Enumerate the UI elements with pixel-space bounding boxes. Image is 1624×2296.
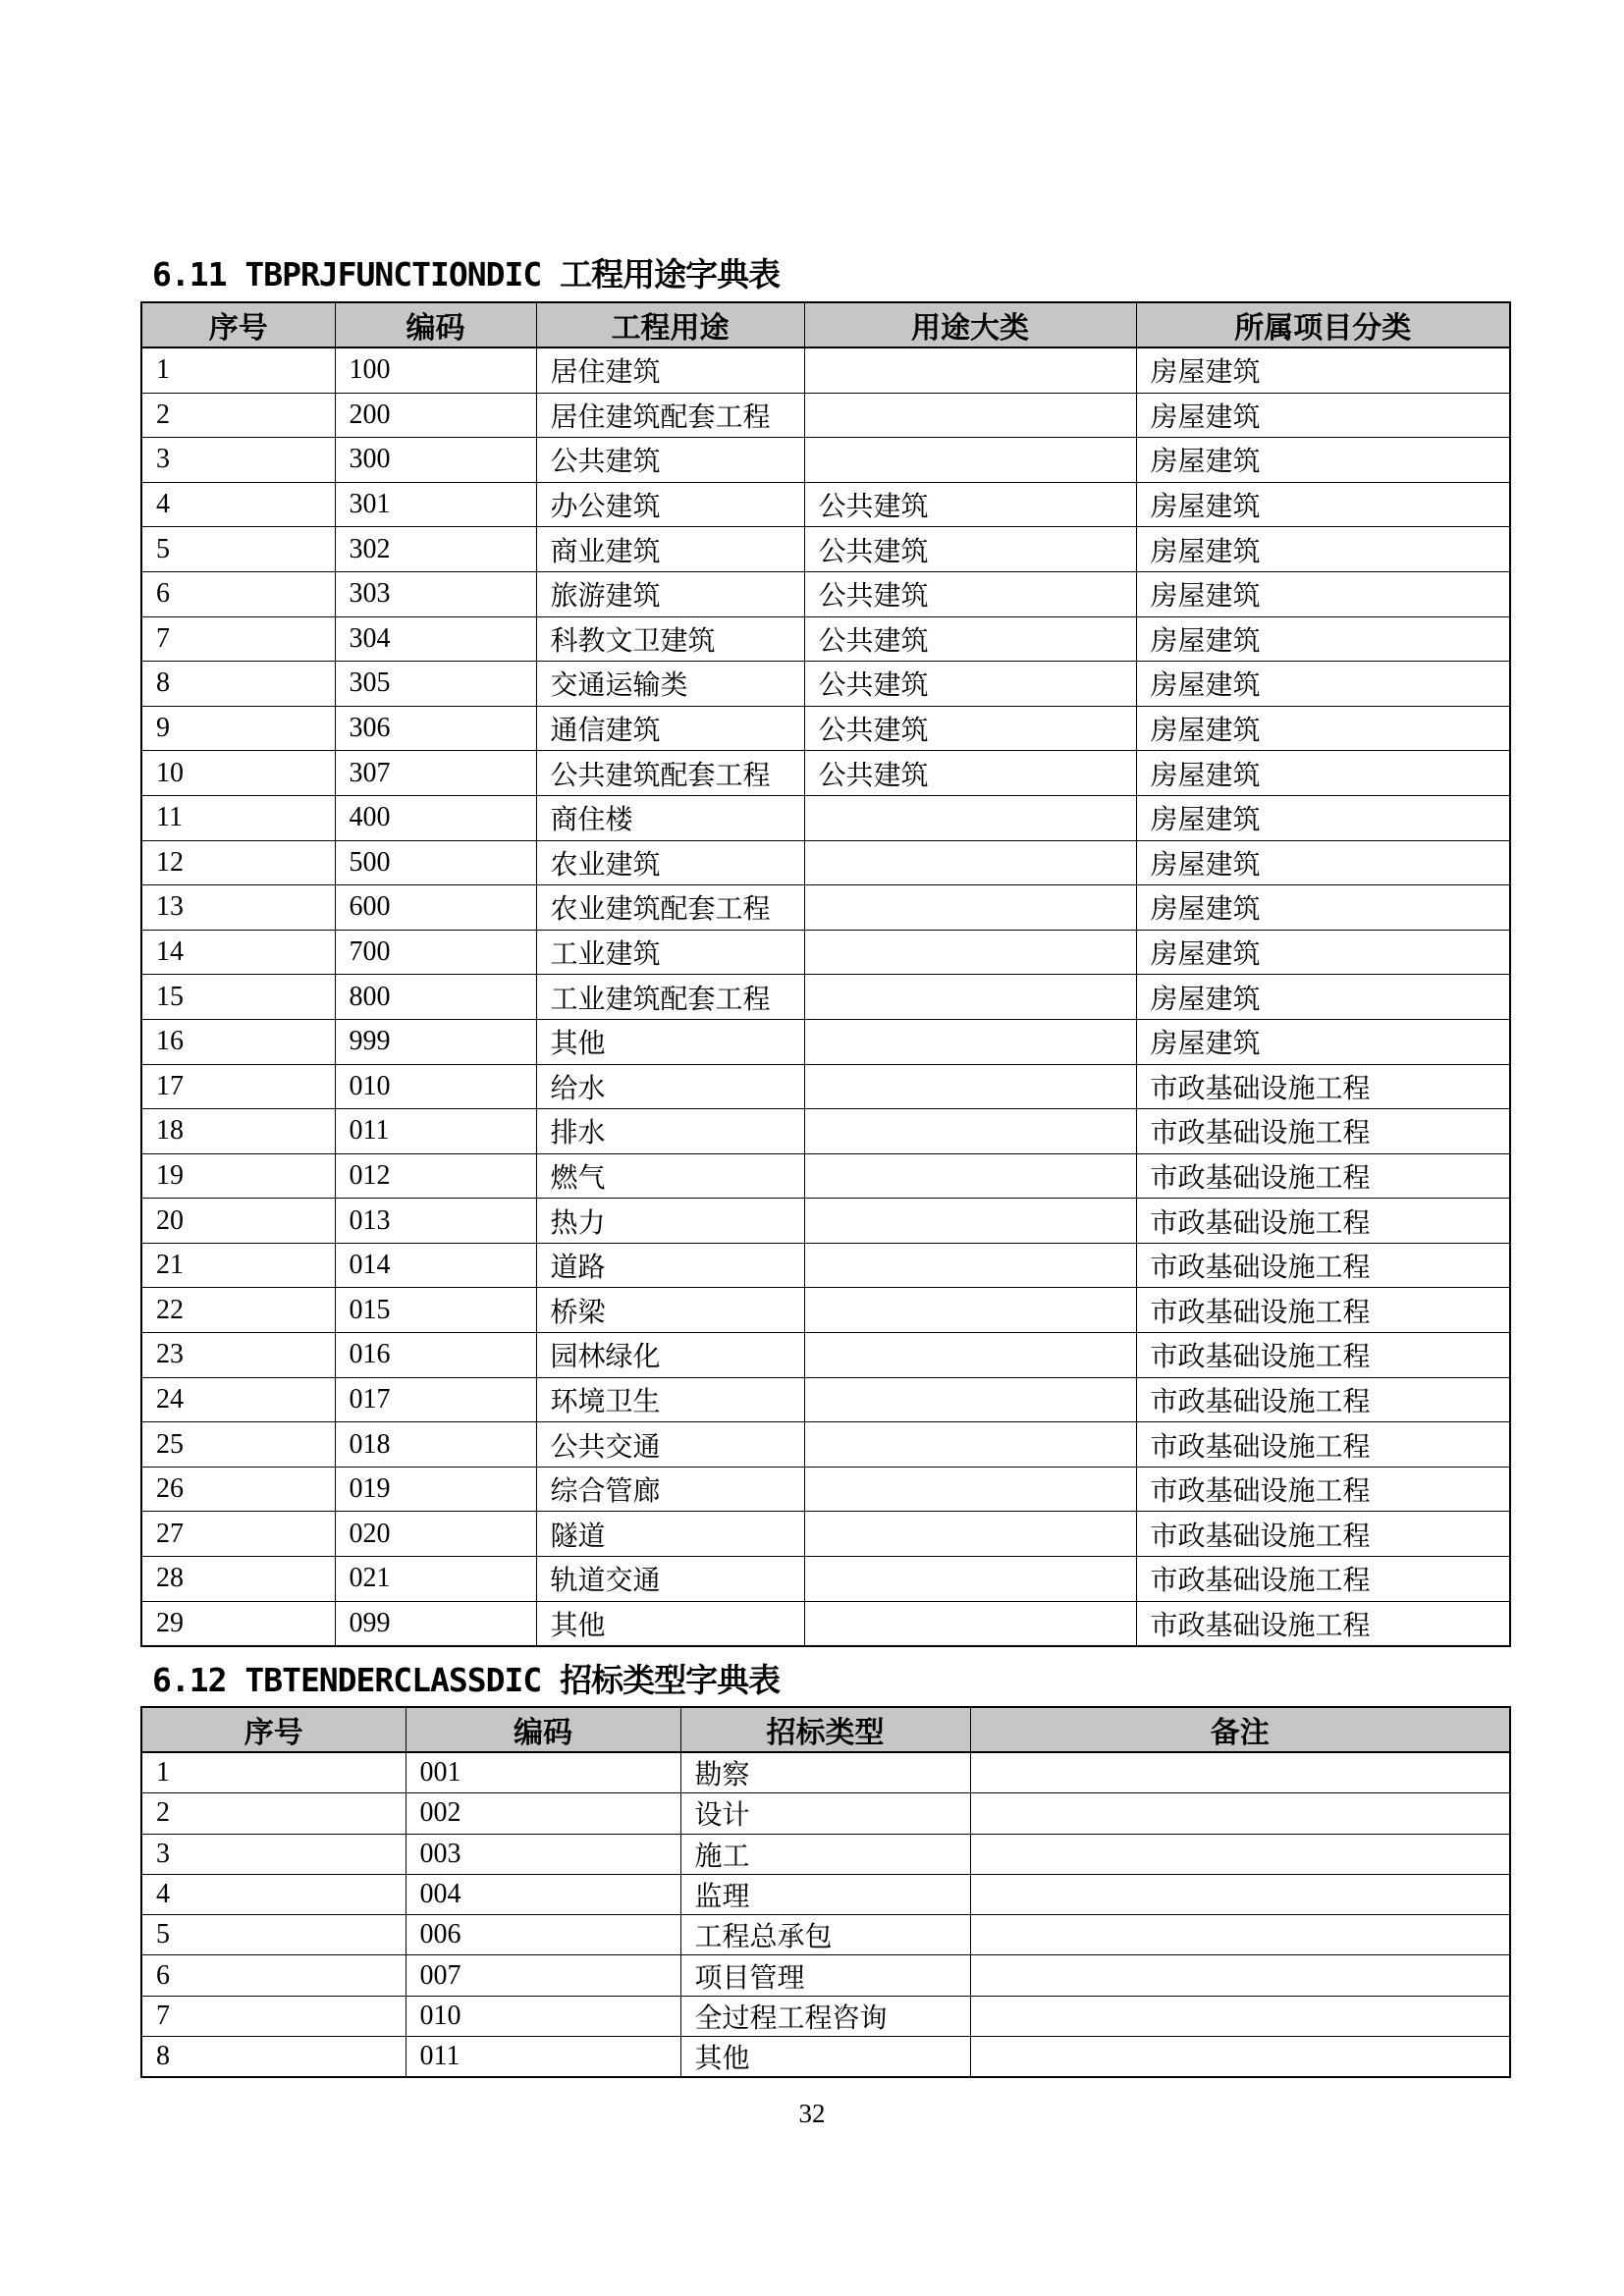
column-header: 编码 xyxy=(406,1707,680,1752)
table-cell: 12 xyxy=(141,840,335,885)
table-cell: 工业建筑配套工程 xyxy=(536,975,804,1020)
table-cell: 全过程工程咨询 xyxy=(680,1996,970,2036)
table-cell: 桥梁 xyxy=(536,1288,804,1333)
table-cell: 1 xyxy=(141,1752,406,1793)
table-cell xyxy=(970,2037,1510,2078)
table-cell: 市政基础设施工程 xyxy=(1136,1109,1510,1154)
table-row xyxy=(141,347,1510,393)
table-row xyxy=(141,1752,1510,1793)
table-cell: 环境卫生 xyxy=(536,1377,804,1422)
table-cell: 勘察 xyxy=(680,1752,970,1793)
table-row xyxy=(141,1153,1510,1199)
table-cell: 25 xyxy=(141,1422,335,1468)
table-cell: 3 xyxy=(141,438,335,483)
table-row xyxy=(141,616,1510,662)
table-cell: 010 xyxy=(335,1064,536,1109)
table-cell: 010 xyxy=(406,1996,680,2036)
table-cell xyxy=(804,1377,1136,1422)
table-cell xyxy=(804,393,1136,438)
table-cell: 工程总承包 xyxy=(680,1915,970,1955)
table-row xyxy=(141,1109,1510,1154)
table-cell: 10 xyxy=(141,751,335,796)
table-row xyxy=(141,1557,1510,1602)
table-cell: 园林绿化 xyxy=(536,1333,804,1378)
table-cell: 1 xyxy=(141,347,335,393)
column-header: 备注 xyxy=(970,1707,1510,1752)
table-cell xyxy=(804,930,1136,975)
table-cell: 市政基础设施工程 xyxy=(1136,1377,1510,1422)
table-cell: 市政基础设施工程 xyxy=(1136,1601,1510,1646)
table-row xyxy=(141,1955,1510,1996)
table-cell: 099 xyxy=(335,1601,536,1646)
table-cell: 303 xyxy=(335,571,536,616)
table-cell xyxy=(804,1333,1136,1378)
table-cell: 400 xyxy=(335,795,536,840)
table-cell: 公共建筑 xyxy=(804,616,1136,662)
table-cell: 600 xyxy=(335,885,536,931)
table-cell: 24 xyxy=(141,1377,335,1422)
table-cell: 019 xyxy=(335,1467,536,1512)
table-row xyxy=(141,885,1510,931)
table-cell: 302 xyxy=(335,527,536,572)
table-cell xyxy=(804,347,1136,393)
table-row xyxy=(141,1333,1510,1378)
column-header: 序号 xyxy=(141,1707,406,1752)
table-cell: 6 xyxy=(141,1955,406,1996)
column-header: 编码 xyxy=(335,302,536,347)
table-cell: 农业建筑 xyxy=(536,840,804,885)
table-cell: 给水 xyxy=(536,1064,804,1109)
table-cell: 旅游建筑 xyxy=(536,571,804,616)
table-cell: 018 xyxy=(335,1422,536,1468)
table-row xyxy=(141,1874,1510,1914)
table-row xyxy=(141,438,1510,483)
table-cell: 农业建筑配套工程 xyxy=(536,885,804,931)
table-cell: 公共建筑 xyxy=(804,527,1136,572)
table-cell: 017 xyxy=(335,1377,536,1422)
table-cell: 18 xyxy=(141,1109,335,1154)
table-cell: 轨道交通 xyxy=(536,1557,804,1602)
table-cell xyxy=(804,1019,1136,1064)
table-row xyxy=(141,706,1510,751)
table-row xyxy=(141,1996,1510,2036)
table-cell: 房屋建筑 xyxy=(1136,795,1510,840)
table-cell: 房屋建筑 xyxy=(1136,393,1510,438)
table-cell xyxy=(804,1601,1136,1646)
table-cell: 100 xyxy=(335,347,536,393)
table-row xyxy=(141,1422,1510,1468)
table-cell: 公共建筑配套工程 xyxy=(536,751,804,796)
table-cell: 4 xyxy=(141,482,335,527)
table-row xyxy=(141,930,1510,975)
table-cell xyxy=(970,1915,1510,1955)
table-cell: 公共建筑 xyxy=(804,662,1136,707)
table-cell: 工业建筑 xyxy=(536,930,804,975)
tender-class-dict-table xyxy=(140,1706,1511,2078)
table-cell: 19 xyxy=(141,1153,335,1199)
table-cell xyxy=(970,1955,1510,1996)
table-cell: 道路 xyxy=(536,1243,804,1288)
table-cell: 21 xyxy=(141,1243,335,1288)
section-heading-tender-class: 6.12 TBTENDERCLASSDIC 招标类型字典表 xyxy=(152,1661,781,1699)
table-cell: 公共建筑 xyxy=(804,571,1136,616)
table-cell: 市政基础设施工程 xyxy=(1136,1422,1510,1468)
table-cell xyxy=(804,1243,1136,1288)
table-cell: 综合管廊 xyxy=(536,1467,804,1512)
table-cell: 306 xyxy=(335,706,536,751)
table-cell: 4 xyxy=(141,1874,406,1914)
table-row xyxy=(141,1019,1510,1064)
table-cell: 市政基础设施工程 xyxy=(1136,1199,1510,1244)
column-header: 序号 xyxy=(141,302,335,347)
table-cell: 006 xyxy=(406,1915,680,1955)
table-cell: 房屋建筑 xyxy=(1136,347,1510,393)
table-cell: 999 xyxy=(335,1019,536,1064)
table-row xyxy=(141,1512,1510,1557)
table-cell: 公共建筑 xyxy=(804,706,1136,751)
table-cell: 17 xyxy=(141,1064,335,1109)
table-row xyxy=(141,2037,1510,2078)
table-cell: 市政基础设施工程 xyxy=(1136,1064,1510,1109)
table-cell: 11 xyxy=(141,795,335,840)
table-cell: 300 xyxy=(335,438,536,483)
table-cell: 公共交通 xyxy=(536,1422,804,1468)
table-cell: 301 xyxy=(335,482,536,527)
table-cell: 001 xyxy=(406,1752,680,1793)
table-cell: 800 xyxy=(335,975,536,1020)
table-cell: 居住建筑配套工程 xyxy=(536,393,804,438)
table-cell: 200 xyxy=(335,393,536,438)
table-cell: 26 xyxy=(141,1467,335,1512)
table-cell: 304 xyxy=(335,616,536,662)
table-row xyxy=(141,751,1510,796)
table-row xyxy=(141,840,1510,885)
table-cell: 13 xyxy=(141,885,335,931)
table-row xyxy=(141,571,1510,616)
table-cell: 科教文卫建筑 xyxy=(536,616,804,662)
table-cell: 007 xyxy=(406,1955,680,1996)
table-cell: 002 xyxy=(406,1793,680,1834)
table-cell: 市政基础设施工程 xyxy=(1136,1333,1510,1378)
table-cell: 公共建筑 xyxy=(804,482,1136,527)
page-number: 32 xyxy=(798,2099,826,2128)
table-cell: 004 xyxy=(406,1874,680,1914)
table-cell: 市政基础设施工程 xyxy=(1136,1243,1510,1288)
table-cell: 28 xyxy=(141,1557,335,1602)
table-cell: 热力 xyxy=(536,1199,804,1244)
table-cell: 市政基础设施工程 xyxy=(1136,1512,1510,1557)
table-cell: 27 xyxy=(141,1512,335,1557)
table-row xyxy=(141,1288,1510,1333)
table-cell xyxy=(804,1199,1136,1244)
table-cell xyxy=(970,1793,1510,1834)
table-cell: 市政基础设施工程 xyxy=(1136,1467,1510,1512)
table-cell: 房屋建筑 xyxy=(1136,885,1510,931)
table-cell xyxy=(970,1996,1510,2036)
table-cell: 2 xyxy=(141,1793,406,1834)
table-cell xyxy=(804,795,1136,840)
table-row xyxy=(141,1064,1510,1109)
table-cell: 016 xyxy=(335,1333,536,1378)
table-cell: 15 xyxy=(141,975,335,1020)
table-cell: 排水 xyxy=(536,1109,804,1154)
column-header: 工程用途 xyxy=(536,302,804,347)
table-cell: 其他 xyxy=(680,2037,970,2078)
table-row xyxy=(141,393,1510,438)
table-row xyxy=(141,527,1510,572)
table-cell xyxy=(804,1512,1136,1557)
table-cell: 003 xyxy=(406,1834,680,1874)
table-cell: 其他 xyxy=(536,1601,804,1646)
table-cell: 设计 xyxy=(680,1793,970,1834)
table-cell: 700 xyxy=(335,930,536,975)
table-row xyxy=(141,1601,1510,1646)
table-cell: 房屋建筑 xyxy=(1136,975,1510,1020)
table-cell: 市政基础设施工程 xyxy=(1136,1288,1510,1333)
table-cell: 011 xyxy=(406,2037,680,2078)
table-cell: 015 xyxy=(335,1288,536,1333)
table-row xyxy=(141,482,1510,527)
table-cell: 居住建筑 xyxy=(536,347,804,393)
table-cell: 500 xyxy=(335,840,536,885)
column-header: 招标类型 xyxy=(680,1707,970,1752)
column-header: 所属项目分类 xyxy=(1136,302,1510,347)
table-row xyxy=(141,1243,1510,1288)
table-cell: 7 xyxy=(141,1996,406,2036)
table-cell: 办公建筑 xyxy=(536,482,804,527)
table-cell: 020 xyxy=(335,1512,536,1557)
table-cell: 房屋建筑 xyxy=(1136,930,1510,975)
table-row xyxy=(141,1915,1510,1955)
table-cell: 3 xyxy=(141,1834,406,1874)
table-cell xyxy=(804,885,1136,931)
table-cell: 市政基础设施工程 xyxy=(1136,1153,1510,1199)
table-cell: 市政基础设施工程 xyxy=(1136,1557,1510,1602)
table-cell: 23 xyxy=(141,1333,335,1378)
table-cell xyxy=(970,1834,1510,1874)
table-cell: 商住楼 xyxy=(536,795,804,840)
table-cell: 房屋建筑 xyxy=(1136,1019,1510,1064)
table-cell: 房屋建筑 xyxy=(1136,571,1510,616)
table-cell xyxy=(804,975,1136,1020)
table-cell: 监理 xyxy=(680,1874,970,1914)
table-cell: 2 xyxy=(141,393,335,438)
table-cell: 房屋建筑 xyxy=(1136,840,1510,885)
table-cell: 8 xyxy=(141,662,335,707)
table-row xyxy=(141,1834,1510,1874)
table-cell: 商业建筑 xyxy=(536,527,804,572)
section-heading-prj-function: 6.11 TBPRJFUNCTIONDIC 工程用途字典表 xyxy=(152,255,781,294)
column-header: 用途大类 xyxy=(804,302,1136,347)
table-cell xyxy=(804,1109,1136,1154)
table-cell xyxy=(804,1422,1136,1468)
table-cell xyxy=(804,1153,1136,1199)
table-cell: 014 xyxy=(335,1243,536,1288)
table-cell: 房屋建筑 xyxy=(1136,616,1510,662)
header-row xyxy=(141,302,1510,347)
table-cell: 隧道 xyxy=(536,1512,804,1557)
table-cell xyxy=(970,1752,1510,1793)
table-cell: 7 xyxy=(141,616,335,662)
table-cell xyxy=(804,1557,1136,1602)
table-cell: 29 xyxy=(141,1601,335,1646)
table-cell xyxy=(970,1874,1510,1914)
table-cell: 其他 xyxy=(536,1019,804,1064)
table-row xyxy=(141,1377,1510,1422)
table-row xyxy=(141,795,1510,840)
table-cell xyxy=(804,840,1136,885)
table-cell: 307 xyxy=(335,751,536,796)
table-cell: 305 xyxy=(335,662,536,707)
table-cell: 公共建筑 xyxy=(536,438,804,483)
table-cell: 16 xyxy=(141,1019,335,1064)
table-cell: 公共建筑 xyxy=(804,751,1136,796)
table-cell: 房屋建筑 xyxy=(1136,662,1510,707)
table-cell: 20 xyxy=(141,1199,335,1244)
table-row xyxy=(141,1793,1510,1834)
table-cell: 施工 xyxy=(680,1834,970,1874)
table-cell: 燃气 xyxy=(536,1153,804,1199)
prj-function-dict-table xyxy=(140,301,1511,1647)
table-cell: 房屋建筑 xyxy=(1136,751,1510,796)
table-row xyxy=(141,1467,1510,1512)
table-cell: 012 xyxy=(335,1153,536,1199)
table-cell: 房屋建筑 xyxy=(1136,527,1510,572)
table-cell: 14 xyxy=(141,930,335,975)
table-cell: 房屋建筑 xyxy=(1136,438,1510,483)
table-cell: 8 xyxy=(141,2037,406,2078)
table-cell: 房屋建筑 xyxy=(1136,706,1510,751)
table-row xyxy=(141,662,1510,707)
table-cell: 22 xyxy=(141,1288,335,1333)
table-cell: 5 xyxy=(141,1915,406,1955)
table-cell: 项目管理 xyxy=(680,1955,970,1996)
table-cell: 房屋建筑 xyxy=(1136,482,1510,527)
table-cell xyxy=(804,1064,1136,1109)
table-cell: 6 xyxy=(141,571,335,616)
table-cell: 5 xyxy=(141,527,335,572)
table-cell: 通信建筑 xyxy=(536,706,804,751)
table-cell: 013 xyxy=(335,1199,536,1244)
table-cell: 011 xyxy=(335,1109,536,1154)
header-row xyxy=(141,1707,1510,1752)
table-row xyxy=(141,1199,1510,1244)
table-row xyxy=(141,975,1510,1020)
table-cell: 交通运输类 xyxy=(536,662,804,707)
table-cell: 9 xyxy=(141,706,335,751)
table-cell xyxy=(804,1288,1136,1333)
table-cell: 021 xyxy=(335,1557,536,1602)
table-cell xyxy=(804,438,1136,483)
table-cell xyxy=(804,1467,1136,1512)
